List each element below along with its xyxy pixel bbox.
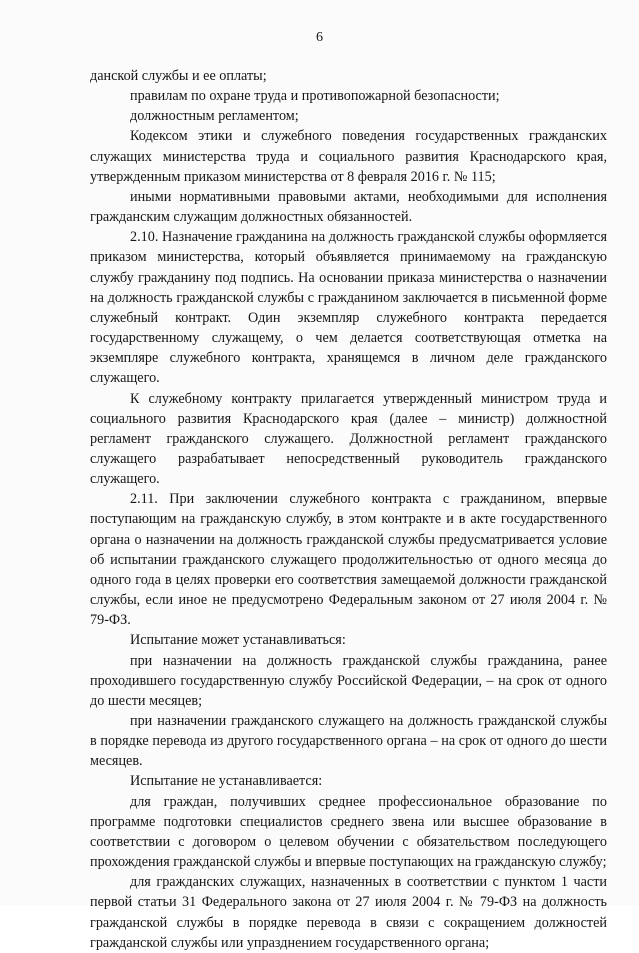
paragraph-4: Кодексом этики и служебного поведения государственных гражданских служащих министерства труда и социального развития Краснодарского края, утвержденным приказом министерства от 8 февраля 2016 г. № 115; <box>90 128 607 185</box>
paragraph-1: данской службы и ее оплаты; <box>90 68 267 84</box>
page-number: 6 <box>316 30 323 45</box>
paragraph-3: должностным регламентом; <box>130 108 299 125</box>
paragraph-10: при назначении на должность гражданской службы гражданина, ранее проходившего государственную службу Российской Федерации, – на срок от одного до шести месяцев; <box>90 652 607 709</box>
paragraph-11: при назначении гражданского служащего на должность гражданской службы в порядке перевода из другого государственного органа – на срок от одного до шести месяцев. <box>90 713 607 770</box>
paragraph-14: для гражданских служащих, назначенных в соответствии с пунктом 1 части первой статьи 31 Федерального закона от 27 июля 2004 г. № 79-ФЗ на должность гражданской службы в порядке перевода в связи с сокращением должностей гражданской службы или упразднением государственного органа; <box>90 874 607 951</box>
document-body <box>90 66 607 953</box>
paragraph-2: правилам по охране труда и противопожарной безопасности; <box>130 88 500 105</box>
paragraph-7: К служебному контракту прилагается утвержденный министром труда и социального развития Краснодарского края (далее – министр) должностной регламент гражданского служащего. Должностной регламент гражданского служащего разрабатывает непосредственный руководитель гражданского служащего. <box>90 390 607 488</box>
paragraph-5: иными нормативными правовыми актами, необходимыми для исполнения гражданским служащим должностных обязанностей. <box>90 188 607 226</box>
paragraph-6: 2.10. Назначение гражданина на должность гражданской службы оформляется приказом министерства, который объявляется принимаемому на гражданскую службу гражданину под подпись. На основании приказа министерства о назначении на должность гражданской службы с гражданином заключается в письменной форме служебный контракт. Один экземпляр служебного контракта передается государственному служащему, о чем делается соответствующая отметка на экземпляре служебного контракта, хранящемся в личном деле гражданского служащего. <box>90 229 607 387</box>
paragraph-9: Испытание может устанавливаться: <box>130 632 346 649</box>
paragraph-12: Испытание не устанавливается: <box>130 773 323 790</box>
paragraph-8: 2.11. При заключении служебного контракта с гражданином, впервые поступающим на гражданскую службу, в этом контракте и в акте государственного органа о назначении на должность гражданской службы предусматривается условие об испытании гражданского служащего продолжительностью от одного месяца до одного года в целях проверки его соответствия замещаемой должности гражданской службы, если иное не предусмотрено Федеральным законом от 27 июля 2004 г. № 79-ФЗ. <box>90 491 607 629</box>
paragraph-13: для граждан, получивших среднее профессиональное образование по программе подготовки специалистов среднего звена или высшее образование в соответствии с договором о целевом обучении с обязательством последующего прохождения гражданской службы и впервые поступающих на гражданскую службу; <box>90 793 607 871</box>
